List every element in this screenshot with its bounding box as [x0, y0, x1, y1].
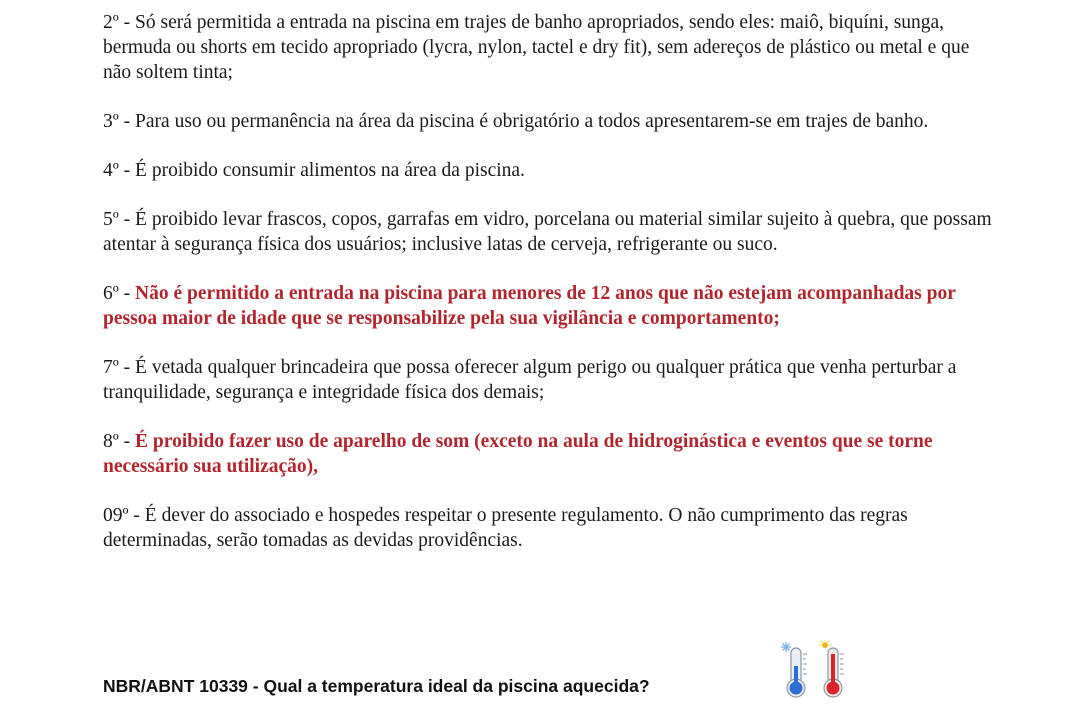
- rule-text: Para uso ou permanência na área da piscina é obrigatório a todos apresentarem-se em trajes de banho.: [135, 111, 929, 132]
- rule-4: [103, 158, 993, 183]
- rule-number: 2º -: [103, 12, 136, 33]
- rule-9: [103, 503, 993, 553]
- rule-number: 5º -: [103, 209, 136, 230]
- rule-number: 3º -: [103, 111, 136, 132]
- thermometer-cold-icon: [781, 642, 807, 697]
- rule-text: É vetada qualquer brincadeira que possa oferecer algum perigo ou qualquer prática que venha perturbar a tranquilidade, segurança e integridade física dos demais;: [103, 357, 957, 403]
- rule-number: 4º -: [103, 160, 136, 181]
- rule-number: 6º -: [103, 283, 136, 304]
- rule-text-highlighted: É proibido fazer uso de aparelho de som (exceto na aula de hidroginástica e eventos que se torne necessário sua utilização),: [103, 431, 933, 477]
- rule-5: [103, 207, 993, 257]
- rule-3: [103, 109, 993, 134]
- thermometer-hot-icon: [819, 640, 844, 697]
- rule-number: 7º -: [103, 357, 136, 378]
- temperature-question: NBR/ABNT 10339 - Qual a temperatura ideal da piscina aquecida?: [103, 676, 650, 696]
- rule-8: [103, 429, 993, 479]
- rule-text: Só será permitida a entrada na piscina em trajes de banho apropriados, sendo eles: maiô, biquíni, sunga, bermuda ou shorts em tecido apropriado (lycra, nylon, tactel e dry fit), sem adereços de plástico ou metal e que não soltem tinta;: [103, 12, 970, 83]
- rule-2: [103, 10, 993, 85]
- rule-number: 09º -: [103, 505, 145, 526]
- rule-number: 8º -: [103, 431, 136, 452]
- rule-text: É dever do associado e hospedes respeitar o presente regulamento. O não cumprimento das regras determinadas, serão tomadas as devidas providências.: [103, 505, 908, 551]
- rule-6: [103, 281, 993, 331]
- rule-text: É proibido levar frascos, copos, garrafas em vidro, porcelana ou material similar sujeito à quebra, que possam atentar à segurança física dos usuários; inclusive latas de cerveja, refrigerante ou suco.: [103, 209, 992, 255]
- rule-text: É proibido consumir alimentos na área da piscina.: [135, 160, 525, 181]
- rule-7: [103, 355, 993, 405]
- rule-text-highlighted: Não é permitido a entrada na piscina para menores de 12 anos que não estejam acompanhadas por pessoa maior de idade que se responsabilize pela sua vigilância e comportamento;: [103, 283, 956, 329]
- regulation-document: [103, 10, 993, 577]
- thermometers-illustration: [778, 640, 858, 700]
